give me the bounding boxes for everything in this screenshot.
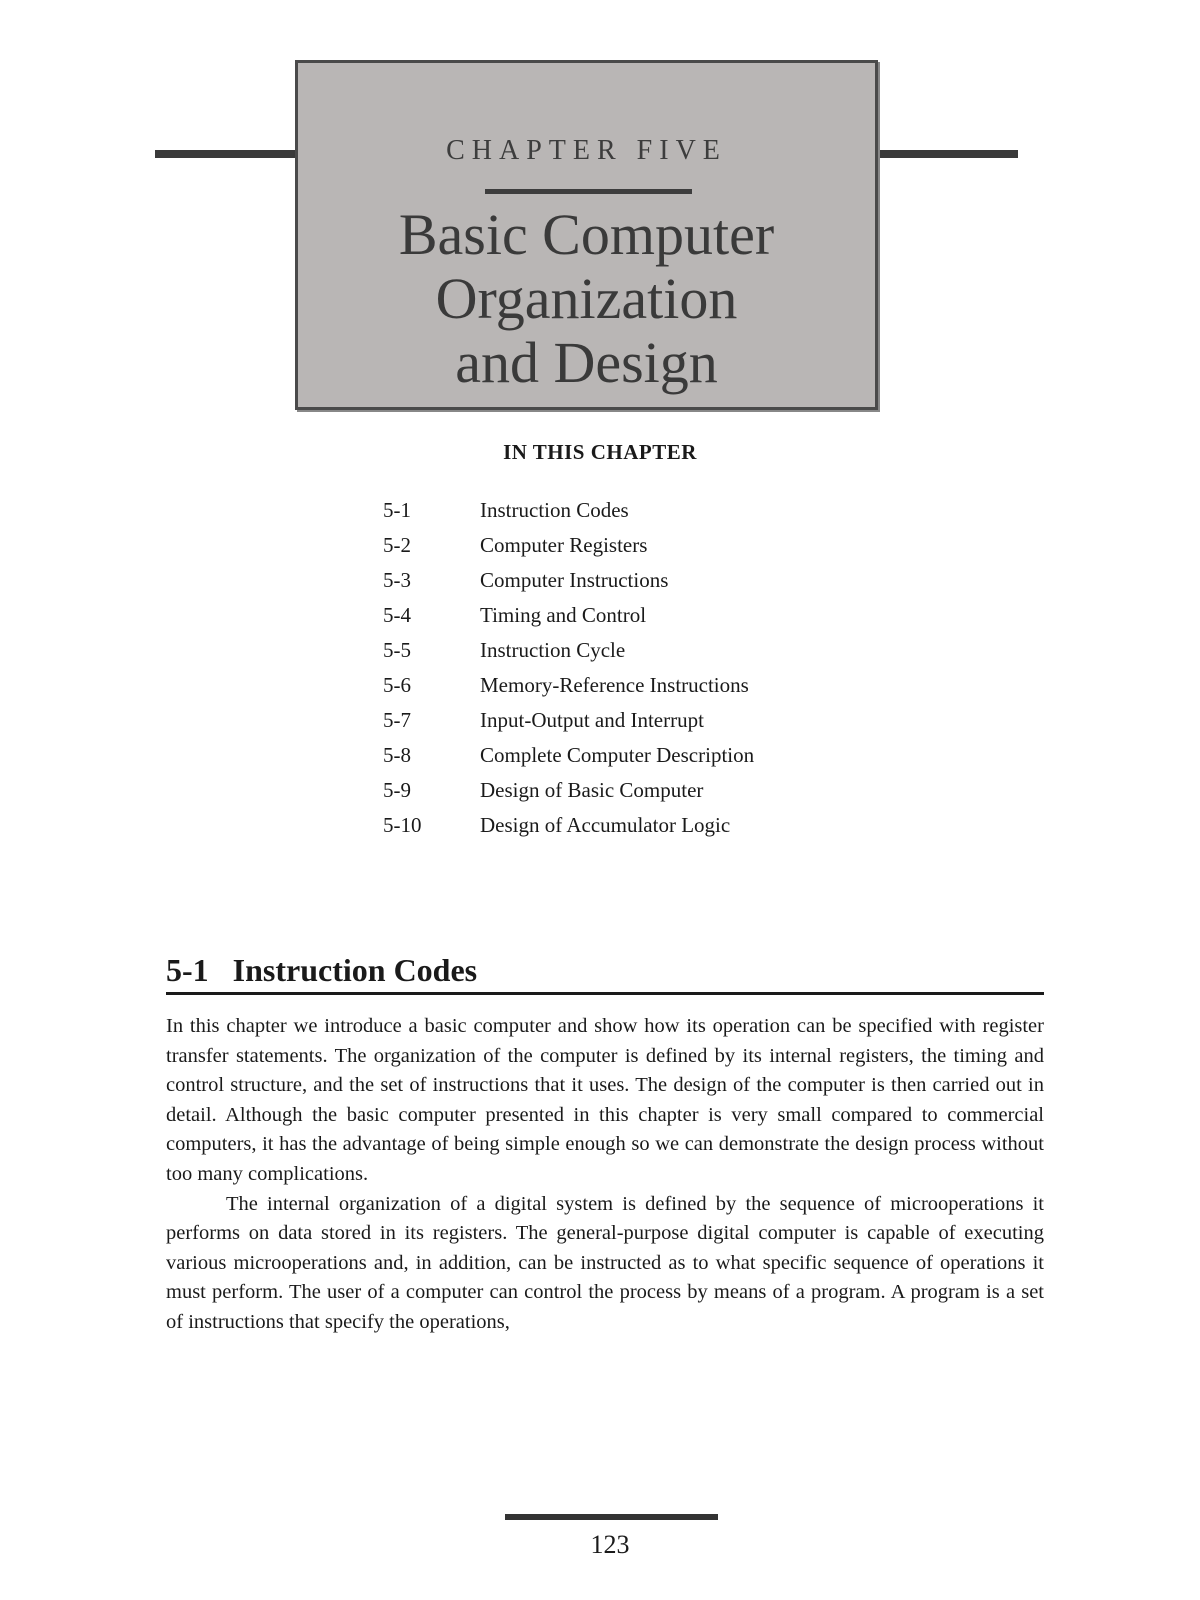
toc-item xyxy=(383,528,754,563)
chapter-divider xyxy=(485,189,692,194)
toc-item-number: 5-3 xyxy=(383,568,411,592)
toc-item xyxy=(383,668,754,703)
toc-item-title: Complete Computer Description xyxy=(480,743,755,767)
chapter-label: CHAPTER FIVE xyxy=(446,135,727,166)
toc-item xyxy=(383,563,754,598)
toc-item-title: Instruction Cycle xyxy=(480,638,626,662)
toc-item-number: 5-5 xyxy=(383,638,411,662)
chapter-title-line-2: Organization xyxy=(435,266,738,331)
toc-item-number: 5-7 xyxy=(383,708,411,732)
toc-item xyxy=(383,703,754,738)
toc-item-title: Input-Output and Interrupt xyxy=(480,708,704,732)
chapter-title xyxy=(298,203,875,395)
toc-item xyxy=(383,633,754,668)
toc-item xyxy=(383,808,754,843)
chapter-title-line-3: and Design xyxy=(455,330,718,395)
section-rule xyxy=(166,992,1044,995)
chapter-header-box xyxy=(295,60,878,410)
toc-item xyxy=(383,493,754,528)
toc-item-number: 5-6 xyxy=(383,673,411,697)
toc-item-number: 5-2 xyxy=(383,533,411,557)
toc-item-title: Computer Registers xyxy=(480,533,648,557)
header-rule-right xyxy=(878,150,1018,158)
toc-item-title: Computer Instructions xyxy=(480,568,669,592)
toc-item-title: Design of Accumulator Logic xyxy=(480,813,731,837)
toc-item xyxy=(383,598,754,633)
toc-item-number: 5-4 xyxy=(383,603,411,627)
header-rule-left xyxy=(155,150,295,158)
toc-item-title: Timing and Control xyxy=(480,603,647,627)
body-paragraph-1: In this chapter we introduce a basic computer and show how its operation can be specified with register transfer statements. The organization of the computer is defined by its internal registers, the timing and control structure, and the set of instructions that it uses. The design of the computer is then carried out in detail. Although the basic computer presented in this chapter is very small compared to commercial computers, it has the advantage of being simple enough so we can demonstrate the design process without too many complications. xyxy=(166,1015,1044,1185)
chapter-title-line-1: Basic Computer xyxy=(398,202,775,267)
toc-item-title: Design of Basic Computer xyxy=(480,778,704,802)
body-paragraph-2: The internal organization of a digital system is defined by the sequence of microoperations it performs on data stored in its registers. The general-purpose digital computer is capable of executing various microoperations and, in addition, can be instructed as to what specific sequence of operations it must perform. The user of a computer can control the process by means of a program. A program is a set of instructions that specify the operations, xyxy=(166,1192,1044,1333)
page-number: 123 xyxy=(590,1530,630,1559)
toc-item xyxy=(383,773,754,808)
toc-item-number: 5-1 xyxy=(383,498,411,522)
table-of-contents xyxy=(383,493,754,843)
toc-item-title: Memory-Reference Instructions xyxy=(480,673,749,697)
toc-item-number: 5-9 xyxy=(383,778,411,802)
toc-item xyxy=(383,738,754,773)
section-body xyxy=(166,1012,1044,1338)
toc-item-title: Instruction Codes xyxy=(480,498,629,522)
section-title: 5-1 Instruction Codes xyxy=(166,952,478,988)
footer-rule xyxy=(505,1514,718,1520)
toc-item-number: 5-10 xyxy=(383,813,422,837)
toc-item-number: 5-8 xyxy=(383,743,411,767)
toc-heading: IN THIS CHAPTER xyxy=(503,440,697,464)
